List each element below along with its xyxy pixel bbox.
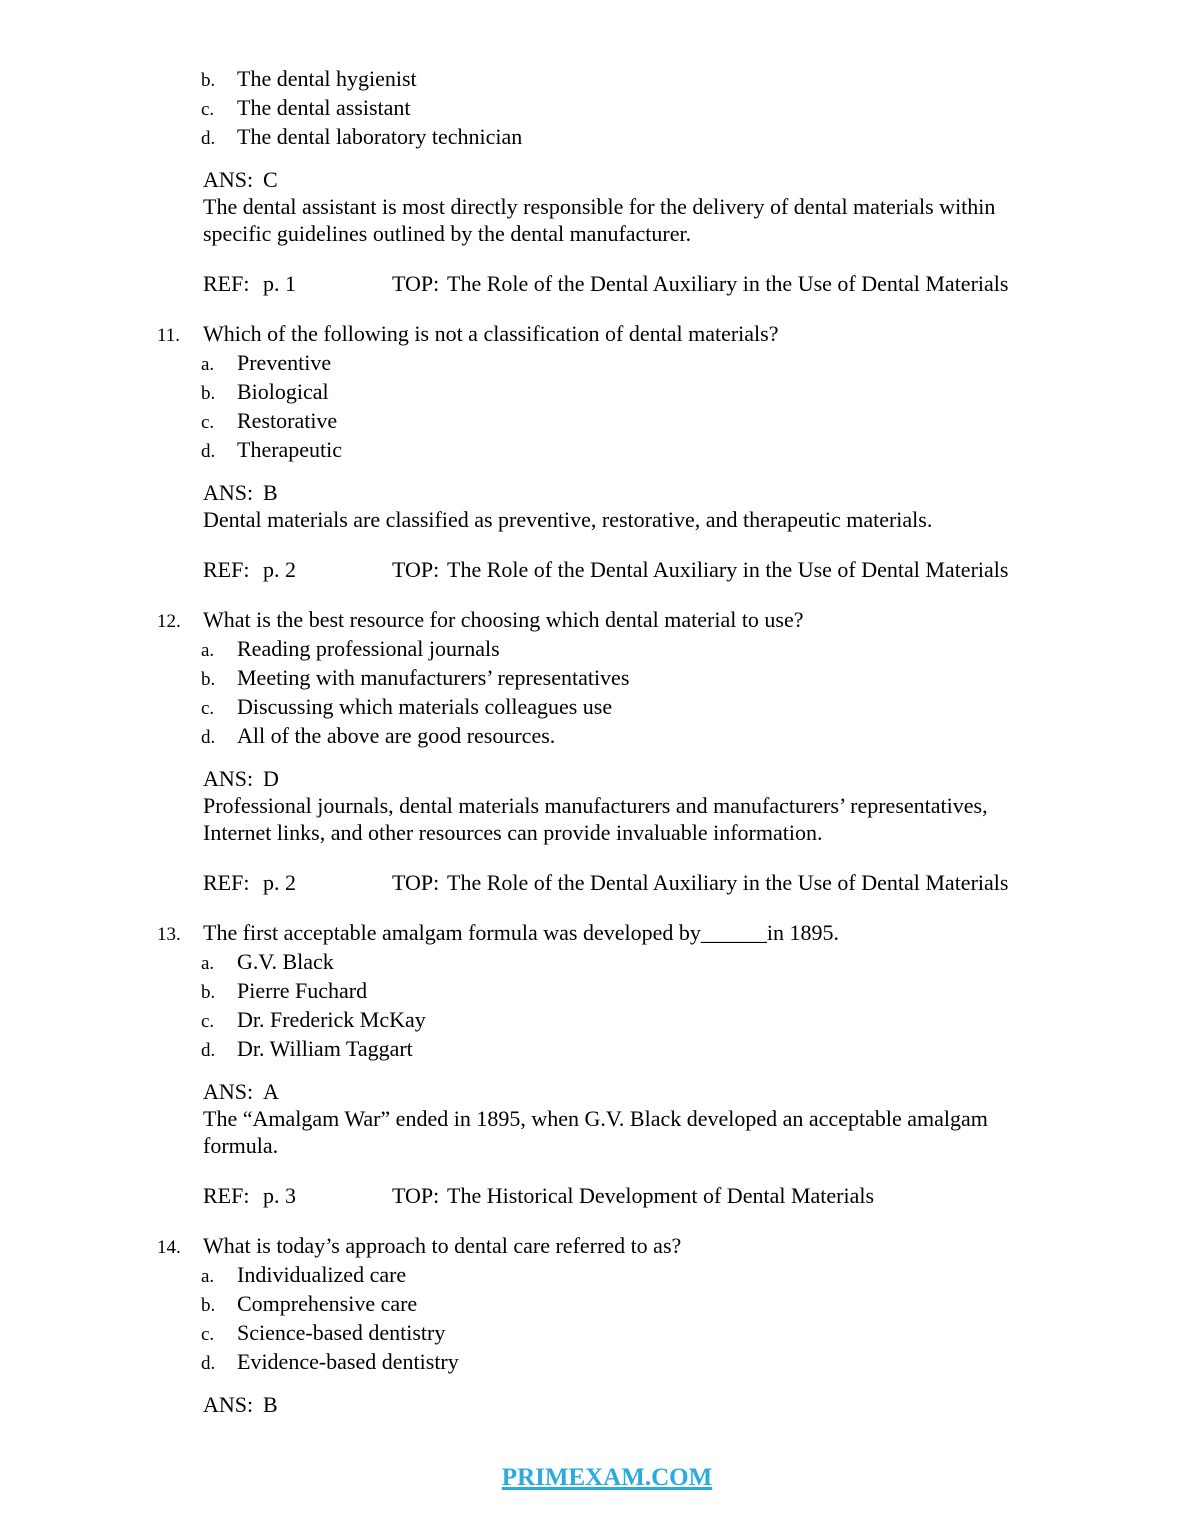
- option-letter: a.: [201, 640, 215, 661]
- topic-text: The Historical Development of Dental Materials: [447, 1183, 875, 1208]
- option-letter: c.: [201, 698, 215, 719]
- primexam-link[interactable]: PRIMEXAM.COM: [501, 1464, 713, 1491]
- option-text: The dental laboratory technician: [237, 124, 523, 149]
- question-line: [157, 320, 1057, 349]
- answer-option: [157, 977, 1057, 1006]
- answer-option: [157, 65, 1057, 94]
- option-text: Preventive: [237, 350, 332, 375]
- question-line: [157, 606, 1057, 635]
- answer-option: [157, 378, 1057, 407]
- question-line: [157, 1232, 1057, 1261]
- question-text: What is today’s approach to dental care referred to as?: [203, 1233, 682, 1258]
- question-number: 13.: [157, 924, 181, 945]
- option-letter: b.: [201, 70, 216, 91]
- topic-text: The Role of the Dental Auxiliary in the Use of Dental Materials: [447, 271, 1009, 296]
- question-number: 12.: [157, 611, 181, 632]
- option-text: Individualized care: [237, 1262, 407, 1287]
- option-letter: b.: [201, 982, 216, 1003]
- top-label: TOP:: [392, 870, 440, 895]
- document-page: [157, 65, 1057, 1491]
- answer-value: B: [263, 480, 278, 505]
- question-text: Which of the following is not a classification of dental materials?: [203, 321, 779, 346]
- rationale-text: Professional journals, dental materials manufacturers and manufacturers’ representatives, Internet links, and other resources can provide invaluable information.: [203, 793, 988, 845]
- option-letter: d.: [201, 1353, 216, 1374]
- question-block-12: [157, 606, 1057, 896]
- option-text: Science-based dentistry: [237, 1320, 446, 1345]
- top-label: TOP:: [392, 271, 440, 296]
- question-block-11: [157, 320, 1057, 583]
- option-letter: b.: [201, 1295, 216, 1316]
- answer-line: [203, 1391, 1057, 1418]
- answer-line: [203, 1078, 1057, 1105]
- answer-option: [157, 1290, 1057, 1319]
- question-block-14: [157, 1232, 1057, 1418]
- answer-option: [157, 635, 1057, 664]
- answer-line: [203, 166, 1057, 193]
- question-text: What is the best resource for choosing which dental material to use?: [203, 607, 804, 632]
- rationale-text: Dental materials are classified as preventive, restorative, and therapeutic materials.: [203, 507, 933, 532]
- rationale-text: The dental assistant is most directly responsible for the delivery of dental materials within specific guidelines outlined by the dental manufacturer.: [203, 194, 996, 246]
- answer-value: C: [263, 167, 278, 192]
- top-label: TOP:: [392, 557, 440, 582]
- question-block-13: [157, 919, 1057, 1209]
- topic-text: The Role of the Dental Auxiliary in the Use of Dental Materials: [447, 557, 1009, 582]
- answer-value: A: [263, 1079, 279, 1104]
- answer-option: [157, 948, 1057, 977]
- option-letter: a.: [201, 1266, 215, 1287]
- option-letter: c.: [201, 412, 215, 433]
- answer-option: [157, 1261, 1057, 1290]
- option-text: Pierre Fuchard: [237, 978, 368, 1003]
- answer-option: [157, 722, 1057, 751]
- option-letter: d.: [201, 727, 216, 748]
- option-text: Biological: [237, 379, 329, 404]
- reference-line: [203, 270, 1057, 297]
- ans-label: ANS:: [203, 766, 254, 791]
- ref-label: REF:: [203, 1183, 250, 1208]
- option-letter: c.: [201, 99, 215, 120]
- option-letter: a.: [201, 953, 215, 974]
- option-letter: c.: [201, 1011, 215, 1032]
- option-text: Evidence-based dentistry: [237, 1349, 459, 1374]
- ref-label: REF:: [203, 870, 250, 895]
- topic-text: The Role of the Dental Auxiliary in the Use of Dental Materials: [447, 870, 1009, 895]
- answer-option: [157, 1319, 1057, 1348]
- option-text: Restorative: [237, 408, 338, 433]
- ref-page: p. 1: [263, 271, 296, 296]
- top-label: TOP:: [392, 1183, 440, 1208]
- ans-label: ANS:: [203, 480, 254, 505]
- rationale-text: The “Amalgam War” ended in 1895, when G.V. Black developed an acceptable amalgam formula.: [203, 1106, 988, 1158]
- ref-page: p. 2: [263, 557, 296, 582]
- answer-line: [203, 479, 1057, 506]
- ref-label: REF:: [203, 557, 250, 582]
- answer-line: [203, 765, 1057, 792]
- reference-line: [203, 556, 1057, 583]
- option-text: The dental assistant: [237, 95, 411, 120]
- answer-value: B: [263, 1392, 278, 1417]
- option-text: Meeting with manufacturers’ representatives: [237, 665, 630, 690]
- question-line: [157, 919, 1057, 948]
- option-letter: b.: [201, 383, 216, 404]
- option-text: Reading professional journals: [237, 636, 500, 661]
- option-text: G.V. Black: [237, 949, 334, 974]
- ans-label: ANS:: [203, 1079, 254, 1104]
- option-text: Dr. Frederick McKay: [237, 1007, 426, 1032]
- question-text: The first acceptable amalgam formula was developed by______in 1895.: [203, 920, 839, 945]
- answer-option: [157, 123, 1057, 152]
- answer-option: [157, 94, 1057, 123]
- reference-line: [203, 869, 1057, 896]
- question-block-partial: [157, 65, 1057, 297]
- answer-value: D: [263, 766, 279, 791]
- option-letter: a.: [201, 354, 215, 375]
- answer-option: [157, 1006, 1057, 1035]
- answer-option: [157, 1035, 1057, 1064]
- ref-page: p. 2: [263, 870, 296, 895]
- option-text: Therapeutic: [237, 437, 343, 462]
- ref-page: p. 3: [263, 1183, 296, 1208]
- answer-option: [157, 407, 1057, 436]
- page-footer: [157, 1464, 1057, 1491]
- reference-line: [203, 1182, 1057, 1209]
- answer-option: [157, 664, 1057, 693]
- answer-option: [157, 436, 1057, 465]
- question-number: 11.: [157, 325, 181, 346]
- option-letter: d.: [201, 1040, 216, 1061]
- option-letter: b.: [201, 669, 216, 690]
- option-letter: d.: [201, 441, 216, 462]
- answer-option: [157, 349, 1057, 378]
- ref-label: REF:: [203, 271, 250, 296]
- ans-label: ANS:: [203, 1392, 254, 1417]
- option-letter: d.: [201, 128, 216, 149]
- option-text: Comprehensive care: [237, 1291, 418, 1316]
- option-text: Dr. William Taggart: [237, 1036, 413, 1061]
- ans-label: ANS:: [203, 167, 254, 192]
- option-letter: c.: [201, 1324, 215, 1345]
- option-text: All of the above are good resources.: [237, 723, 556, 748]
- option-text: The dental hygienist: [237, 66, 417, 91]
- option-text: Discussing which materials colleagues use: [237, 694, 613, 719]
- question-number: 14.: [157, 1237, 181, 1258]
- answer-option: [157, 693, 1057, 722]
- answer-option: [157, 1348, 1057, 1377]
